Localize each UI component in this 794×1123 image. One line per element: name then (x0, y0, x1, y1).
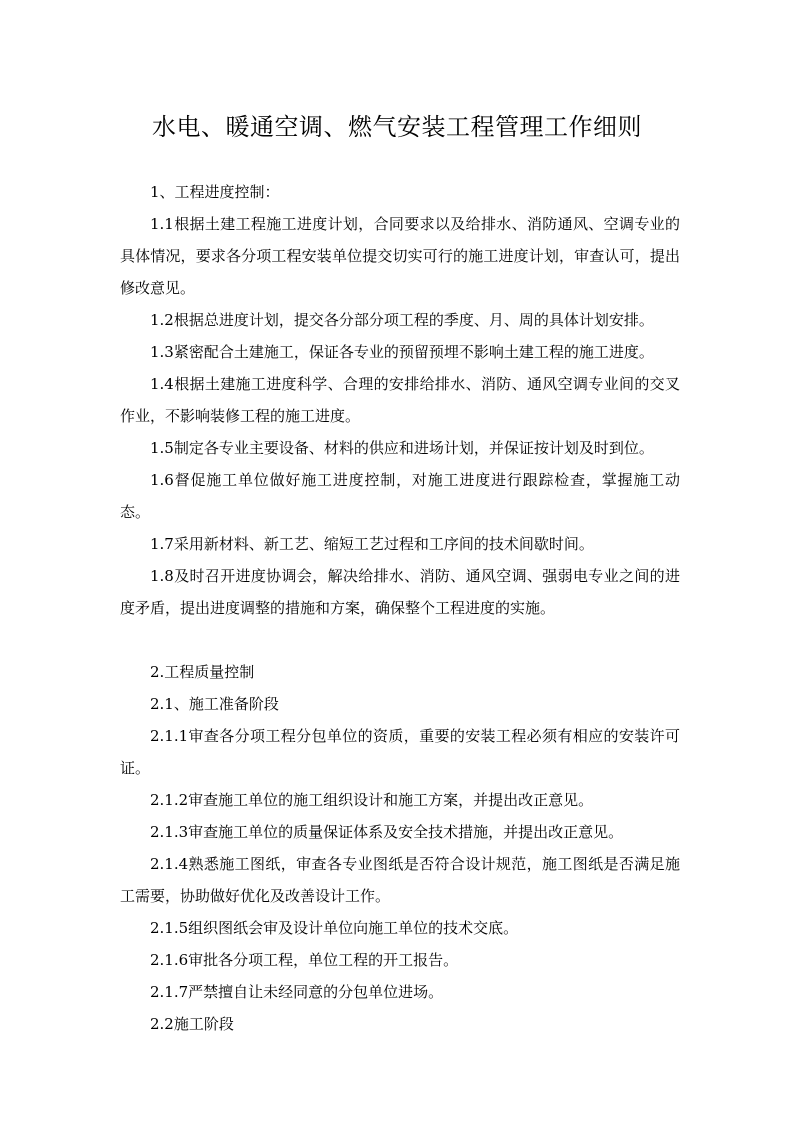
paragraph-1-2: 1.2根据总进度计划，提交各分部分项工程的季度、月、周的具体计划安排。 (150, 311, 654, 329)
paragraph-2-1-1: 2.1.1审查各分项工程分包单位的资质，重要的安装工程必须有相应的安装许可证。 (120, 727, 680, 777)
paragraph-2-1-3: 2.1.3审查施工单位的质量保证体系及安全技术措施，并提出改正意见。 (150, 823, 624, 841)
paragraph-1-7: 1.7采用新材料、新工艺、缩短工艺过程和工序间的技术间歇时间。 (150, 535, 594, 553)
section-heading: 1、工程进度控制： (150, 183, 280, 201)
paragraph-2-1-6: 2.1.6审批各分项工程，单位工程的开工报告。 (150, 951, 459, 969)
paragraph-2-1-5: 2.1.5组织图纸会审及设计单位向施工单位的技术交底。 (150, 919, 519, 937)
paragraph-1-4: 1.4根据土建施工进度科学、合理的安排给排水、消防、通风空调专业间的交叉作业，不影响装修工程的施工进度。 (120, 375, 680, 425)
paragraph-2-1-4: 2.1.4熟悉施工图纸，审查各专业图纸是否符合设计规范，施工图纸是否满足施工需要，协助做好优化及改善设计工作。 (120, 855, 680, 905)
document-body (120, 176, 680, 1040)
paragraph-1-8: 1.8及时召开进度协调会，解决给排水、消防、通风空调、强弱电专业之间的进度矛盾，提出进度调整的措施和方案，确保整个工程进度的实施。 (120, 567, 680, 617)
paragraph-1-1: 1.1根据土建工程施工进度计划，合同要求以及给排水、消防通风、空调专业的具体情况，要求各分项工程安装单位提交切实可行的施工进度计划，审查认可，提出修改意见。 (120, 215, 680, 297)
paragraph-2-1-2: 2.1.2审查施工单位的施工组织设计和施工方案，并提出改正意见。 (150, 791, 594, 809)
section-spacer (120, 624, 680, 656)
subsection-heading: 2.2施工阶段 (150, 1015, 234, 1033)
paragraph-1-3: 1.3紧密配合土建施工，保证各专业的预留预埋不影响土建工程的施工进度。 (150, 343, 654, 361)
paragraph-2-1-7: 2.1.7严禁擅自让未经同意的分包单位进场。 (150, 983, 444, 1001)
section-heading: 2.工程质量控制 (150, 663, 255, 681)
subsection-heading: 2.1、施工准备阶段 (150, 695, 279, 713)
document-title: 水电、暖通空调、燃气安装工程管理工作细则 (152, 113, 642, 141)
paragraph-1-5: 1.5制定各专业主要设备、材料的供应和进场计划，并保证按计划及时到位。 (150, 439, 654, 457)
paragraph-1-6: 1.6督促施工单位做好施工进度控制，对施工进度进行跟踪检查，掌握施工动态。 (120, 471, 680, 521)
